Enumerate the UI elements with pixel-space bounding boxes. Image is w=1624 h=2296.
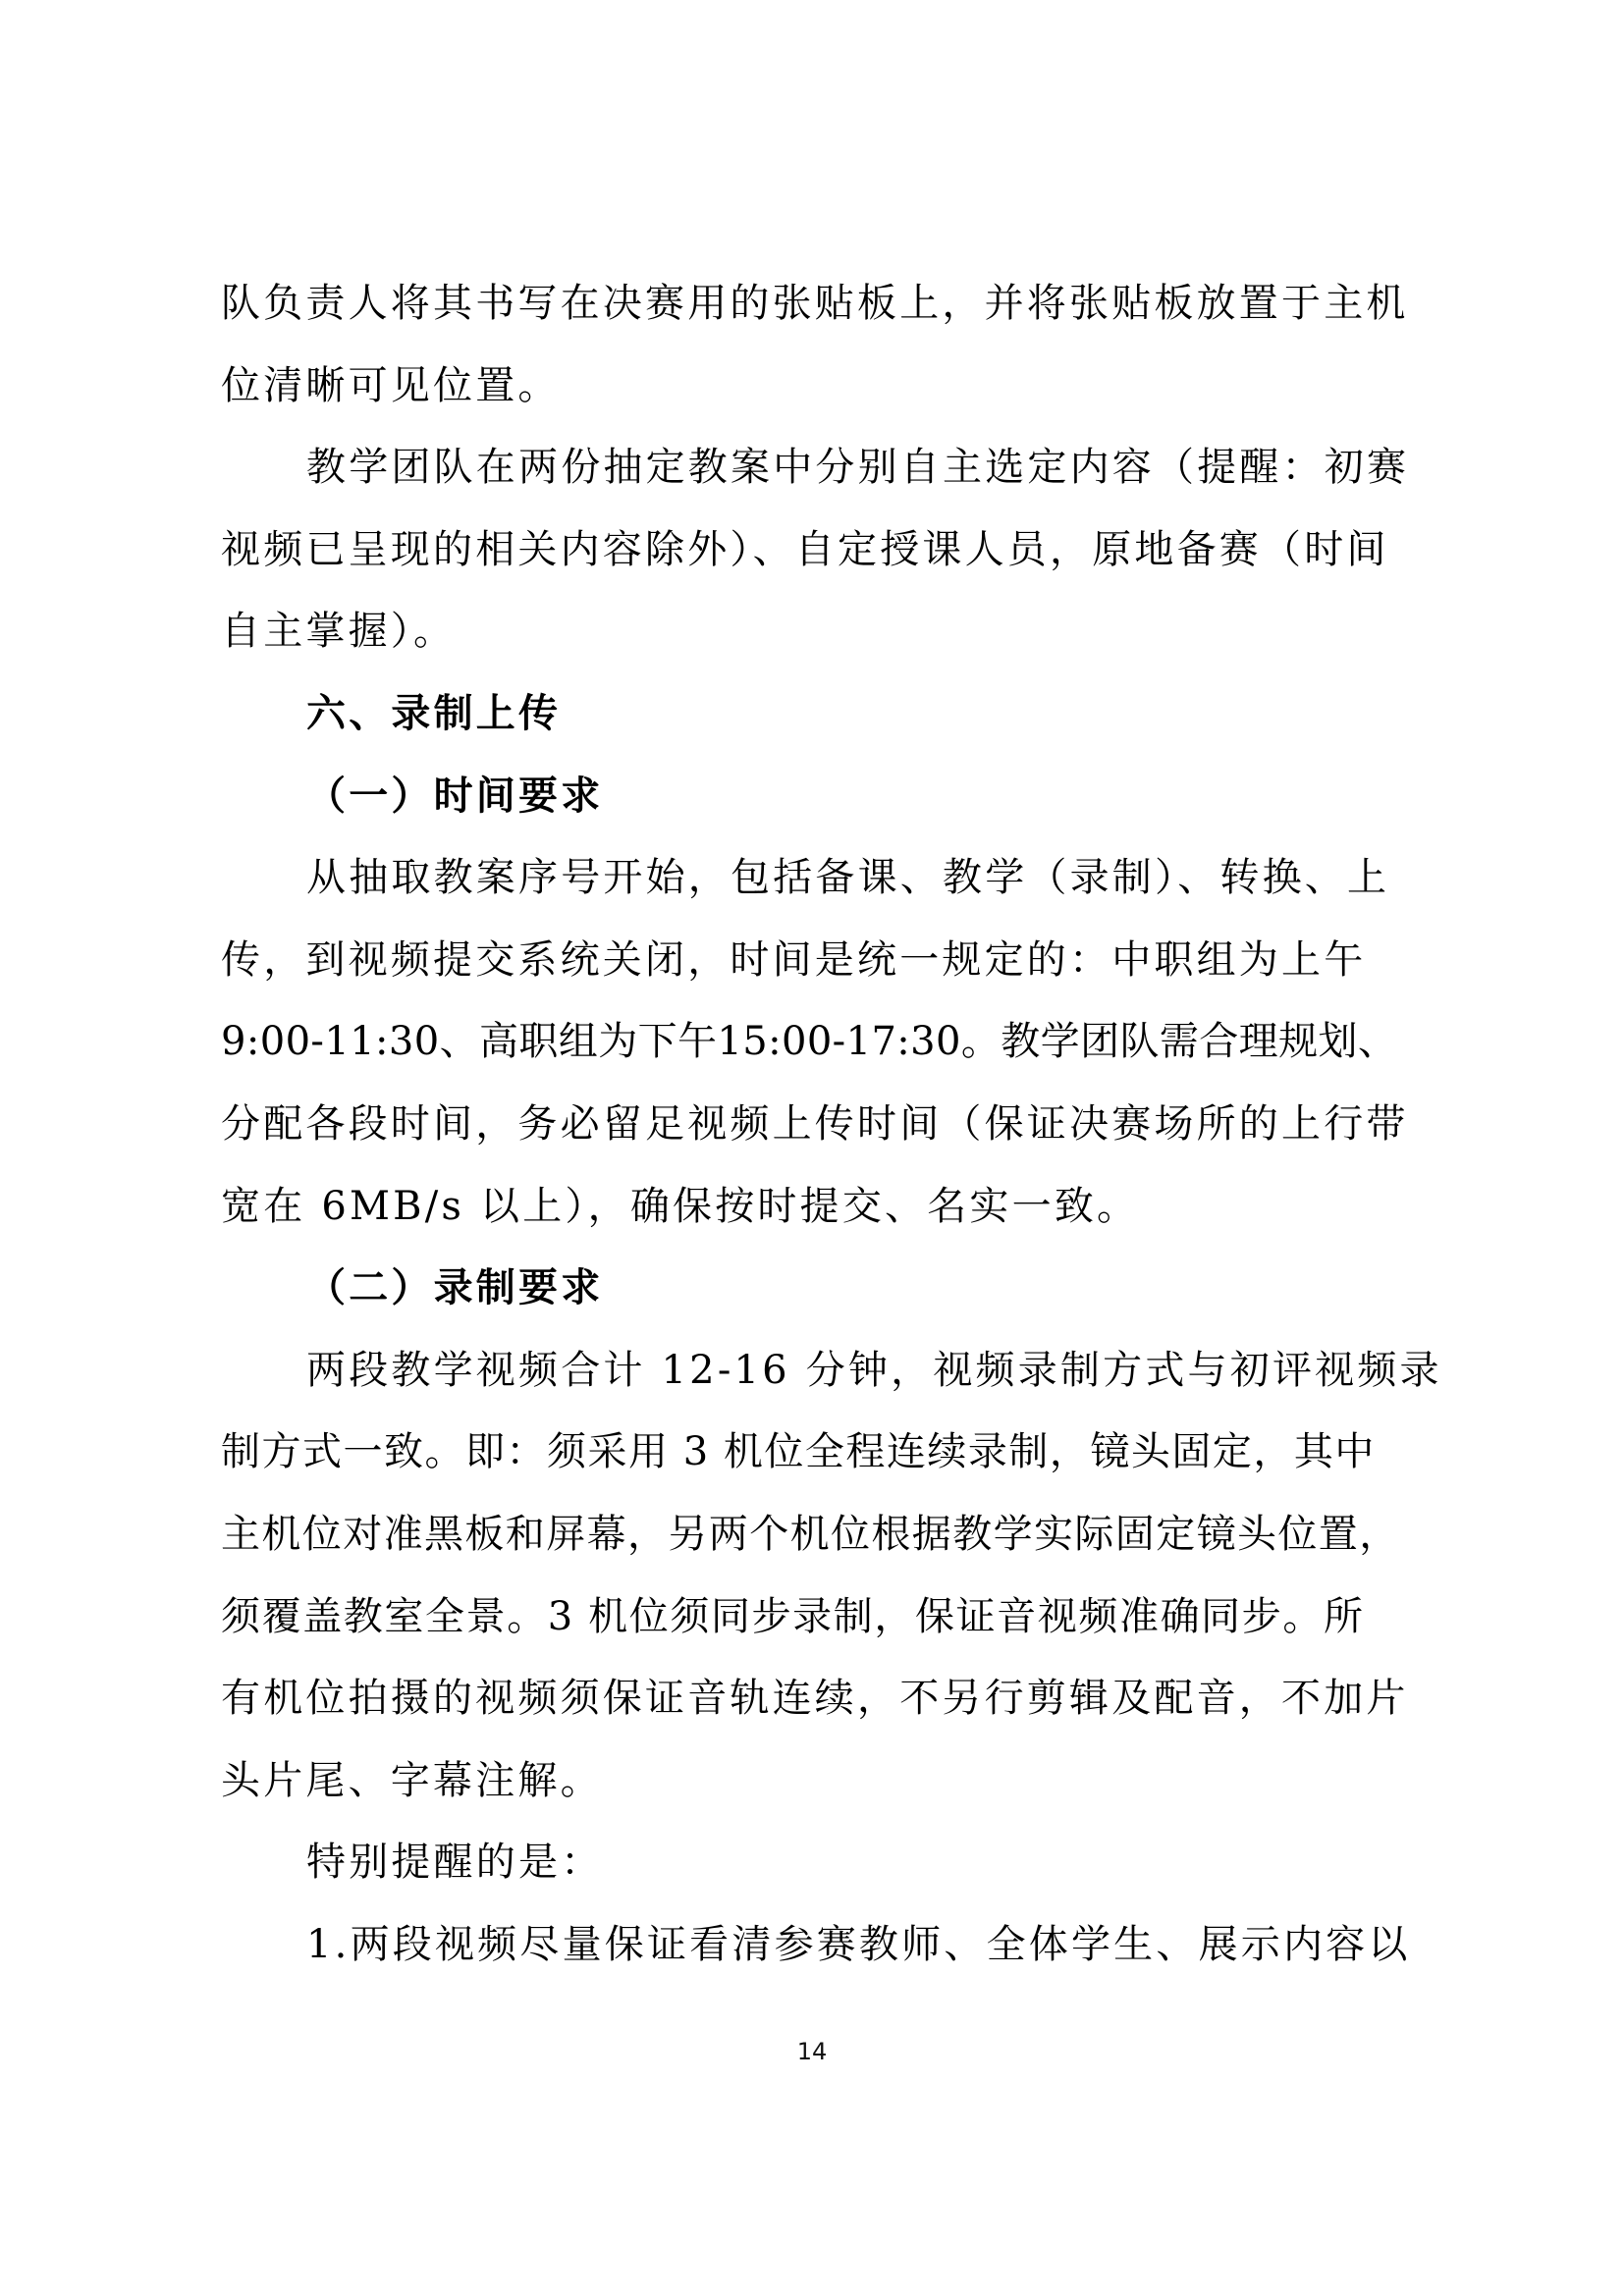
paragraph-line: 9:00-11:30、高职组为下午15:00-17:30。教学团队需合理规划、	[221, 1019, 1398, 1065]
paragraph-line: 位清晰可见位置。	[221, 362, 561, 408]
paragraph-line: 主机位对准黑板和屏幕，另两个机位根据教学实际固定镜头位置，	[221, 1511, 1400, 1557]
section-heading: 六、录制上传	[306, 690, 562, 736]
paragraph-line: 特别提醒的是：	[306, 1840, 604, 1886]
paragraph-line: 视频已呈现的相关内容除外）、自定授课人员，原地备赛（时间	[221, 526, 1389, 572]
paragraph-line: 制方式一致。即：须采用 3 机位全程连续录制，镜头固定，其中	[221, 1429, 1376, 1475]
paragraph-line: 队负责人将其书写在决赛用的张贴板上，并将张贴板放置于主机	[221, 281, 1409, 326]
paragraph-line: 宽在 6MB/s 以上），确保按时提交、名实一致。	[221, 1183, 1140, 1229]
list-item: 1.两段视频尽量保证看清参赛教师、全体学生、展示内容以	[306, 1921, 1411, 1967]
subsection-heading: （二）录制要求	[306, 1265, 604, 1311]
paragraph-line: 传，到视频提交系统关闭，时间是统一规定的：中职组为上午	[221, 936, 1367, 983]
paragraph-line: 有机位拍摄的视频须保证音轨连续，不另行剪辑及配音，不加片	[221, 1676, 1409, 1722]
subsection-heading: （一）时间要求	[306, 773, 604, 819]
paragraph-line: 分配各段时间，务必留足视频上传时间（保证决赛场所的上行带	[221, 1100, 1409, 1147]
paragraph-line: 从抽取教案序号开始，包括备课、教学（录制）、转换、上	[306, 855, 1390, 901]
paragraph-line: 两段教学视频合计 12-16 分钟，视频录制方式与初评视频录	[306, 1347, 1442, 1393]
paragraph-line: 自主掌握）。	[221, 609, 457, 655]
document-body	[221, 263, 1442, 1986]
paragraph-line: 头片尾、字幕注解。	[221, 1757, 603, 1803]
page-number: 14	[796, 2038, 828, 2065]
paragraph-line: 须覆盖教室全景。3 机位须同步录制，保证音视频准确同步。所	[221, 1593, 1365, 1639]
paragraph-line: 教学团队在两份抽定教案中分别自主选定内容（提醒：初赛	[306, 445, 1410, 491]
